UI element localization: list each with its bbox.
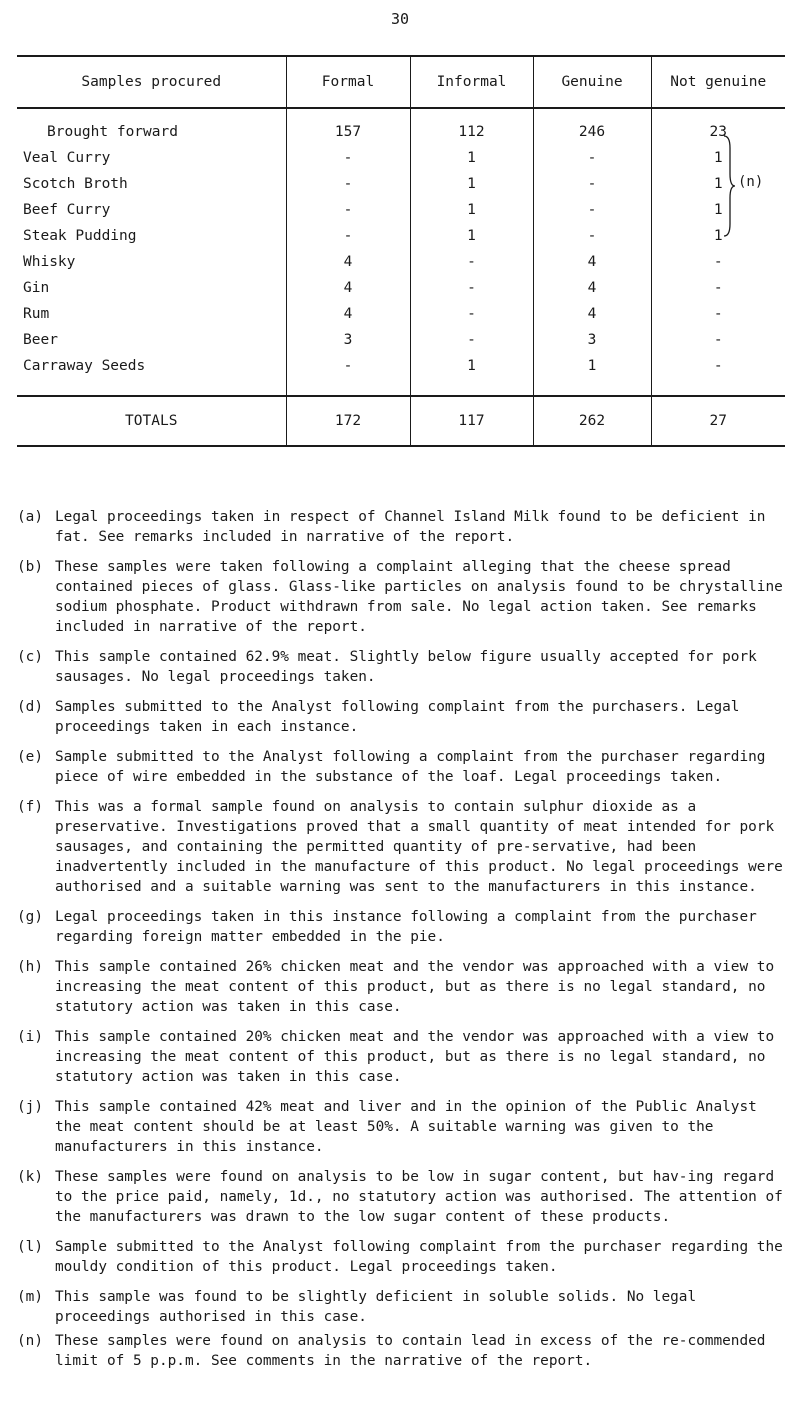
table-row (17, 275, 785, 301)
footnote-text: These samples were found on analysis to contain lead in excess of the re-commended limit of 5 p.p.m. See comments in the narrative of the report. (55, 1333, 766, 1369)
table-cell: Beef Curry (17, 197, 286, 223)
table-cell: - (286, 145, 410, 171)
right-bracket (722, 134, 736, 238)
footnote-label: (f) (17, 799, 43, 815)
table-cell: 3 (533, 327, 651, 353)
column-header: Formal (286, 56, 410, 108)
table-cell: - (651, 249, 785, 275)
table-cell: - (651, 301, 785, 327)
column-header: Samples procured (17, 56, 286, 108)
totals-row (17, 396, 785, 446)
footnote-label: (l) (17, 1239, 43, 1255)
table-cell: - (651, 353, 785, 396)
footnote-text: This sample was found to be slightly deficient in soluble solids. No legal proceedings authorised in this case. (55, 1289, 697, 1325)
footnote-text: This sample contained 26% chicken meat and the vendor was approached with a view to increasing the meat content of this product, but as there is no legal standard, no statutory action was taken in this case. (55, 959, 775, 1015)
page-number: 30 (390, 10, 410, 28)
table-cell: Carraway Seeds (17, 353, 286, 396)
footnote-label: (a) (17, 509, 43, 525)
footnote (17, 1287, 787, 1327)
footnote-text: This was a formal sample found on analysis to contain sulphur dioxide as a preservative. Investigations proved that a small quantity of meat intended for pork sausages, and containing the permitted quantity of pre-servative, had been inadvertently included in the manufacture of this product. No legal proceedings were authorised and a suitable warning was sent to the manufacturers in this instance. (55, 799, 783, 895)
footnote-text: Legal proceedings taken in this instance following a complaint from the purchaser regarding foreign matter embedded in the pie. (55, 909, 757, 945)
table-cell: 112 (410, 108, 533, 145)
footnote-label: (g) (17, 909, 43, 925)
table-cell: - (410, 249, 533, 275)
table-cell: 4 (533, 301, 651, 327)
table-cell: 4 (533, 275, 651, 301)
table-cell: 246 (533, 108, 651, 145)
table-cell: 157 (286, 108, 410, 145)
table-cell: - (533, 145, 651, 171)
table-row (17, 223, 785, 249)
footnote (17, 797, 787, 897)
table-cell: 1 (533, 353, 651, 396)
footnote-text: This sample contained 42% meat and liver and in the opinion of the Public Analyst the meat content should be at least 50%. A suitable warning was given to the manufacturers in this instance. (55, 1099, 757, 1155)
table-cell: - (286, 171, 410, 197)
table-cell: 1 (651, 171, 785, 197)
footnote (17, 957, 787, 1017)
footnote-text: Samples submitted to the Analyst following complaint from the purchasers. Legal proceedings taken in each instance. (55, 699, 740, 735)
footnote-label: (n) (17, 1333, 43, 1349)
footnote-label: (m) (17, 1289, 43, 1305)
footnote (17, 697, 787, 737)
totals-cell: 117 (410, 396, 533, 446)
table-cell: Veal Curry (17, 145, 286, 171)
footnote-label: (j) (17, 1099, 43, 1115)
totals-cell: 172 (286, 396, 410, 446)
totals-cell: 262 (533, 396, 651, 446)
column-header: Genuine (533, 56, 651, 108)
footnote-text: This sample contained 62.9% meat. Slightly below figure usually accepted for pork sausages. No legal proceedings taken. (55, 649, 757, 685)
table-cell: - (410, 275, 533, 301)
footnote-label: (c) (17, 649, 43, 665)
table-cell: 4 (533, 249, 651, 275)
footnote-label: (k) (17, 1169, 43, 1185)
footnote (17, 747, 787, 787)
table-row (17, 108, 785, 145)
footnote-label: (d) (17, 699, 43, 715)
table-cell: 4 (286, 301, 410, 327)
table-cell: 1 (410, 171, 533, 197)
table-row (17, 171, 785, 197)
table-cell: Rum (17, 301, 286, 327)
footnote-label: (h) (17, 959, 43, 975)
table-cell: 1 (410, 145, 533, 171)
samples-table (17, 55, 785, 447)
table-cell: 1 (651, 197, 785, 223)
table-cell: 1 (410, 223, 533, 249)
table-row (17, 353, 785, 396)
table-cell: Brought forward (17, 108, 286, 145)
table-cell: 1 (651, 145, 785, 171)
table-cell: - (286, 353, 410, 396)
totals-label: TOTALS (17, 396, 286, 446)
column-header: Not genuine (651, 56, 785, 108)
footnote (17, 647, 787, 687)
footnote-text: These samples were taken following a complaint alleging that the cheese spread contained pieces of glass. Glass-like particles on analysis found to be chrystalline sodium phosphate. Product withdrawn from sale. No legal action taken. See remarks included in narrative of the report. (55, 559, 783, 635)
table-header-row (17, 56, 785, 108)
footnote-text: These samples were found on analysis to be low in sugar content, but hav-ing regard to the price paid, namely, 1d., no statutory action was authorised. The attention of the manufacturers was drawn to the low sugar content of these products. (55, 1169, 783, 1225)
footnote (17, 1167, 787, 1227)
table-row (17, 327, 785, 353)
footnote-text: This sample contained 20% chicken meat and the vendor was approached with a view to increasing the meat content of this product, but as there is no legal standard, no statutory action was taken in this case. (55, 1029, 775, 1085)
table-cell: - (410, 301, 533, 327)
table-cell: - (533, 171, 651, 197)
footnote (17, 1331, 787, 1371)
table-row (17, 301, 785, 327)
table-cell: Whisky (17, 249, 286, 275)
table-cell: Beer (17, 327, 286, 353)
table-row (17, 249, 785, 275)
table-cell: Scotch Broth (17, 171, 286, 197)
footnote (17, 907, 787, 947)
footnote (17, 507, 787, 547)
footnote-text: Sample submitted to the Analyst following a complaint from the purchaser regarding piece of wire embedded in the substance of the loaf. Legal proceedings taken. (55, 749, 766, 785)
table-cell: Gin (17, 275, 286, 301)
table-cell: - (533, 223, 651, 249)
table-cell: - (651, 275, 785, 301)
bracket-label: (n) (738, 174, 764, 190)
table-cell: - (533, 197, 651, 223)
footnote-text: Sample submitted to the Analyst following complaint from the purchaser regarding the mouldy condition of this product. Legal proceedings taken. (55, 1239, 783, 1275)
footnote-text: Legal proceedings taken in respect of Channel Island Milk found to be deficient in fat. See remarks included in narrative of the report. (55, 509, 766, 545)
table-row (17, 197, 785, 223)
table-cell: 1 (410, 197, 533, 223)
footnote-label: (e) (17, 749, 43, 765)
footnote-label: (i) (17, 1029, 43, 1045)
footnote (17, 1097, 787, 1157)
totals-cell: 27 (651, 396, 785, 446)
table-row (17, 145, 785, 171)
table-cell: - (651, 327, 785, 353)
footnotes (17, 507, 787, 1381)
footnote (17, 557, 787, 637)
column-header: Informal (410, 56, 533, 108)
table-cell: 1 (651, 223, 785, 249)
footnote (17, 1237, 787, 1277)
footnote-label: (b) (17, 559, 43, 575)
footnote (17, 1027, 787, 1087)
table-cell: - (286, 197, 410, 223)
table-cell: 3 (286, 327, 410, 353)
table-cell: Steak Pudding (17, 223, 286, 249)
table-cell: - (410, 327, 533, 353)
table-cell: - (286, 223, 410, 249)
table-cell: 4 (286, 275, 410, 301)
table-cell: 1 (410, 353, 533, 396)
table-cell: 23 (651, 108, 785, 145)
table-cell: 4 (286, 249, 410, 275)
